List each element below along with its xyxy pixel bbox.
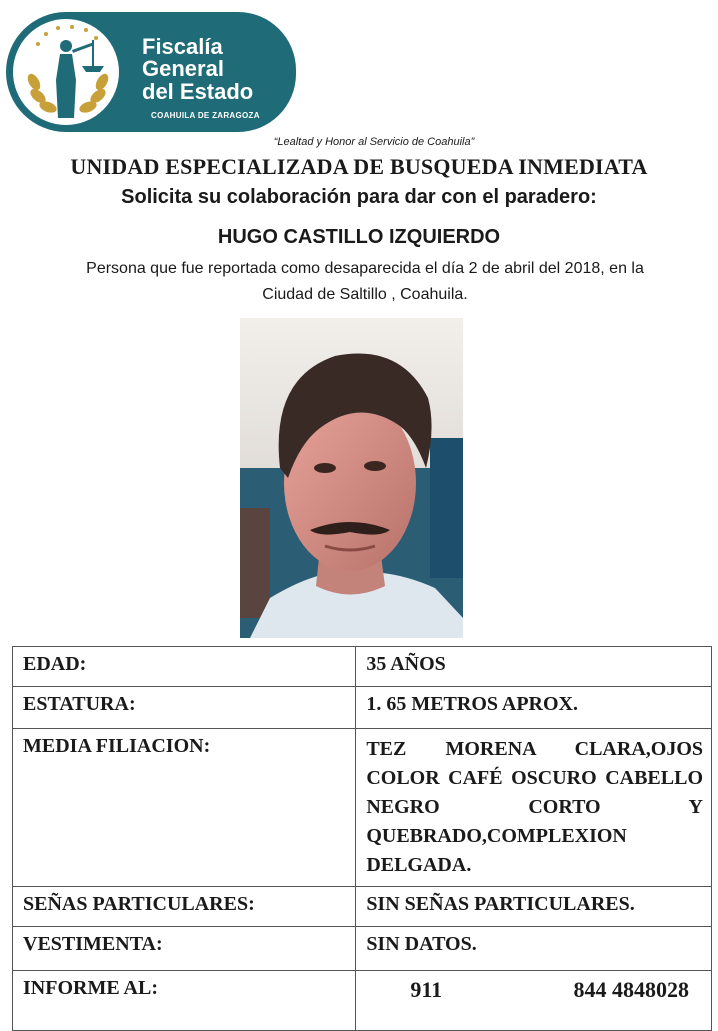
age-label: EDAD: — [13, 647, 356, 687]
person-details-table — [12, 646, 712, 1031]
disappearance-description: Persona que fue reportada como desaparecida el día 2 de abril del 2018, en la Ciudad de Saltillo , Coahuila. — [86, 260, 644, 303]
table-row — [13, 927, 712, 971]
features-value: TEZ MORENA CLARA,OJOS COLOR CAFÉ OSCURO CABELLO NEGRO CORTO Y QUEBRADO,COMPLEXION DELGADA. — [356, 729, 712, 887]
logo-text-line1: Fiscalía — [142, 34, 223, 59]
justice-statue-icon — [16, 20, 120, 124]
emergency-phone[interactable]: 911 — [410, 977, 443, 1002]
clothing-label: VESTIMENTA: — [13, 927, 356, 971]
unit-title: UNIDAD ESPECIALIZADA DE BUSQUEDA INMEDIATA — [70, 154, 648, 179]
height-value: 1. 65 METROS APROX. — [356, 687, 712, 729]
logo-subtitle: COAHUILA DE ZARAGOZA — [151, 111, 260, 120]
table-row — [13, 647, 712, 687]
contact-phone[interactable]: 844 4848028 — [573, 977, 689, 1002]
marks-value: SIN SEÑAS PARTICULARES. — [356, 887, 712, 927]
marks-label: SEÑAS PARTICULARES: — [13, 887, 356, 927]
motto: “Lealtad y Honor al Servicio de Coahuila” — [273, 136, 475, 148]
request-text: Solicita su colaboración para dar con el paradero: — [121, 186, 597, 208]
logo-text-line2: General — [142, 56, 224, 81]
logo-text-line3: del Estado — [142, 79, 254, 104]
fiscalia-logo — [6, 12, 296, 132]
features-label: MEDIA FILIACION: — [13, 729, 356, 887]
person-photo — [240, 318, 463, 638]
table-row — [13, 687, 712, 729]
age-value: 35 AÑOS — [356, 647, 712, 687]
table-row — [13, 729, 712, 887]
clothing-value: SIN DATOS. — [356, 927, 712, 971]
report-label: INFORME AL: — [13, 971, 356, 1031]
table-row — [13, 971, 712, 1031]
table-row — [13, 887, 712, 927]
height-label: ESTATURA: — [13, 687, 356, 729]
person-name: HUGO CASTILLO IZQUIERDO — [217, 226, 501, 248]
report-phones — [356, 971, 712, 1031]
